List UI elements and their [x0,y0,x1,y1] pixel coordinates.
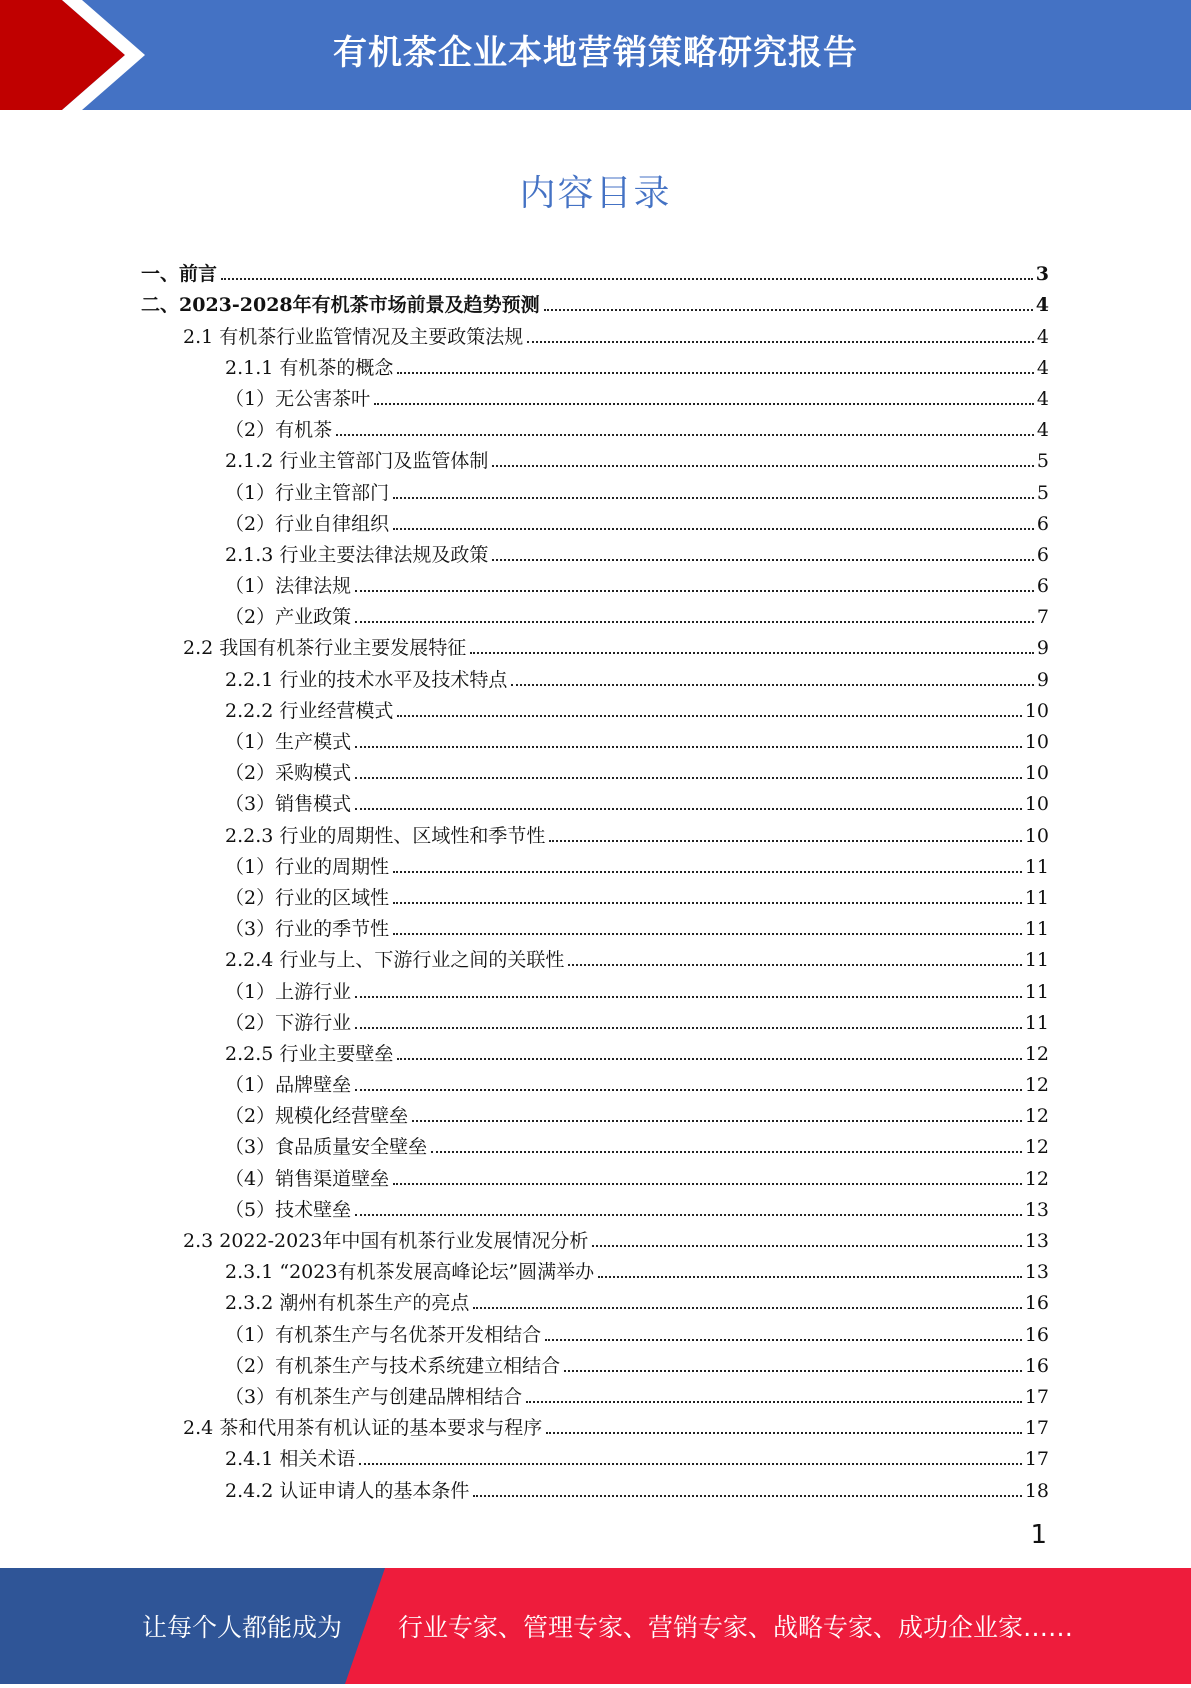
toc-entry-label: （1）品牌壁垒 [225,1074,352,1097]
toc-entry-page: 13 [1024,1261,1049,1284]
toc-entry-label: （3）销售模式 [225,793,352,816]
toc-entry-label: 2.2.3 行业的周期性、区域性和季节性 [225,824,546,847]
toc-entry[interactable] [141,1377,1049,1408]
toc-dot-leader [221,278,1033,280]
toc-entry[interactable] [141,441,1049,472]
toc-entry-page: 6 [1036,543,1049,566]
toc-dot-leader [549,840,1021,842]
toc-entry[interactable] [141,1003,1049,1034]
toc-entry[interactable] [141,1439,1049,1470]
toc-entry-page: 12 [1024,1074,1049,1097]
toc-entry[interactable] [141,504,1049,535]
toc-entry-label: 2.4.1 相关术语 [225,1448,356,1471]
toc-entry-page: 10 [1024,793,1049,816]
toc-dot-leader [355,621,1034,623]
toc-entry[interactable] [141,410,1049,441]
footer-slogan-right: 行业专家、管理专家、营销专家、战略专家、成功企业家…… [398,1613,1074,1642]
toc-dot-leader [397,715,1021,717]
toc-dot-leader [355,777,1022,779]
toc-entry[interactable] [141,379,1049,410]
toc-entry-label: 一、前言 [141,263,218,286]
toc-dot-leader [393,497,1034,499]
toc-dot-leader [473,1495,1021,1497]
toc-dot-leader [527,341,1034,343]
toc-entry[interactable] [141,815,1049,846]
toc-entry-page: 9 [1036,637,1049,660]
toc-entry-label: （1）法律法规 [225,575,352,598]
toc-entry-label: （2）规模化经营壁垒 [225,1105,409,1128]
toc-entry[interactable] [141,1065,1049,1096]
toc-dot-leader [492,559,1034,561]
toc-dot-leader [492,465,1034,467]
toc-entry-label: 2.2.4 行业与上、下游行业之间的关联性 [225,949,565,972]
toc-dot-leader [545,1339,1022,1341]
toc-entry-page: 12 [1024,1136,1049,1159]
toc-entry-page: 11 [1024,886,1049,909]
toc-dot-leader [526,1401,1022,1403]
toc-entry-label: （2）产业政策 [225,606,352,629]
toc-dot-leader [397,372,1034,374]
toc-dot-leader [564,1370,1022,1372]
toc-entry-label: （1）生产模式 [225,731,352,753]
toc-entry-page: 4 [1036,419,1049,442]
toc-entry-page: 17 [1024,1417,1049,1440]
toc-entry-page: 10 [1024,699,1049,722]
toc-entry-label: （2）采购模式 [225,762,352,785]
toc-entry[interactable] [141,472,1049,503]
toc-entry[interactable] [141,628,1049,659]
toc-entry[interactable] [141,535,1049,566]
toc-entry[interactable] [141,1408,1049,1439]
toc-entry-page: 17 [1024,1385,1049,1408]
toc-entry-page: 4 [1035,294,1049,317]
table-of-contents [141,254,1049,1502]
toc-entry[interactable] [141,1346,1049,1377]
toc-dot-leader [393,1183,1022,1185]
toc-entry-page: 6 [1036,575,1049,598]
toc-entry-label: 2.4 茶和代用茶有机认证的基本要求与程序 [183,1417,543,1440]
toc-entry-page: 7 [1036,606,1049,629]
toc-entry-label: 2.1.2 行业主管部门及监管体制 [225,450,489,473]
toc-entry[interactable] [141,1190,1049,1221]
toc-entry-page: 16 [1024,1323,1049,1346]
toc-entry[interactable] [141,1314,1049,1345]
toc-entry[interactable] [141,1096,1049,1127]
toc-entry-page: 11 [1024,980,1049,1003]
toc-entry-label: （2）有机茶生产与技术系统建立相结合 [225,1354,561,1377]
toc-entry[interactable] [141,597,1049,628]
footer-slogan-left: 让每个人都能成为 [142,1613,343,1642]
toc-entry-page: 4 [1036,356,1049,379]
toc-entry-label: 二、2023-2028年有机茶市场前景及趋势预测 [141,294,540,317]
toc-entry[interactable] [141,1127,1049,1158]
toc-entry-page: 13 [1024,1198,1049,1221]
toc-dot-leader [397,1058,1021,1060]
toc-entry-label: （1）行业的周期性 [225,855,390,878]
toc-entry-page: 18 [1024,1479,1049,1502]
toc-entry-page: 16 [1024,1292,1049,1315]
toc-dot-leader [393,933,1022,935]
toc-dot-leader [470,652,1034,654]
toc-dot-leader [355,746,1022,748]
toc-heading: 内容目录 [519,173,672,214]
toc-entry-label: （2）有机茶 [225,419,333,442]
toc-entry-label: 2.2.1 行业的技术水平及技术特点 [225,668,508,691]
toc-entry-page: 10 [1024,762,1049,785]
toc-entry-label: （5）技术壁垒 [225,1198,352,1221]
toc-entry-page: 5 [1036,450,1049,473]
toc-entry[interactable] [141,1470,1049,1501]
toc-dot-leader [393,871,1022,873]
toc-entry-label: （1）有机茶生产与名优茶开发相结合 [225,1323,542,1346]
toc-entry[interactable] [141,1034,1049,1065]
toc-entry[interactable] [141,1283,1049,1314]
toc-entry[interactable] [141,878,1049,909]
toc-entry-page: 6 [1036,512,1049,535]
toc-entry-page: 3 [1035,263,1049,286]
toc-entry-page: 10 [1024,824,1049,847]
toc-entry-page: 17 [1024,1448,1049,1471]
toc-dot-leader [431,1151,1022,1153]
toc-entry-label: （2）下游行业 [225,1011,352,1034]
toc-entry-page: 13 [1024,1230,1049,1252]
toc-entry-label: 2.2 我国有机茶行业主要发展特征 [183,637,467,660]
toc-dot-leader [544,309,1033,311]
toc-entry-label: （2）行业的区域性 [225,886,390,909]
toc-entry-label: （3）有机茶生产与创建品牌相结合 [225,1385,523,1408]
toc-entry[interactable] [141,909,1049,940]
toc-entry-label: 2.3 2022-2023年中国有机茶行业发展情况分析 [183,1230,589,1252]
toc-entry-page: 4 [1036,325,1049,348]
toc-entry-page: 12 [1024,1167,1049,1190]
toc-entry-page: 12 [1024,1042,1049,1065]
toc-dot-leader [355,1214,1022,1216]
toc-dot-leader [546,1432,1022,1434]
header-banner [0,0,1191,110]
toc-entry-label: 2.4.2 认证申请人的基本条件 [225,1479,470,1502]
toc-dot-leader [374,403,1034,405]
toc-entry-label: 2.1 有机茶行业监管情况及主要政策法规 [183,325,524,348]
toc-dot-leader [393,902,1022,904]
toc-entry-label: 2.3.1 “2023有机茶发展高峰论坛”圆满举办 [225,1261,595,1284]
toc-entry-label: （2）行业自律组织 [225,512,390,535]
toc-entry-page: 11 [1024,855,1049,878]
toc-entry-label: 2.1.3 行业主要法律法规及政策 [225,543,489,566]
toc-dot-leader [568,964,1021,966]
toc-dot-leader [592,1245,1021,1247]
toc-entry[interactable] [141,691,1049,722]
toc-entry-label: （4）销售渠道壁垒 [225,1167,390,1190]
toc-dot-leader [393,528,1034,530]
toc-entry-label: 2.2.5 行业主要壁垒 [225,1042,394,1065]
toc-dot-leader [511,684,1034,686]
toc-dot-leader [412,1120,1022,1122]
toc-dot-leader [598,1276,1022,1278]
toc-entry-label: （1）行业主管部门 [225,481,390,504]
toc-entry-label: 2.2.2 行业经营模式 [225,699,394,722]
toc-entry[interactable] [141,971,1049,1002]
toc-entry-page: 10 [1024,731,1049,753]
toc-entry[interactable] [141,285,1049,316]
toc-entry[interactable] [141,254,1049,285]
toc-entry-page: 12 [1024,1105,1049,1128]
toc-entry-page: 16 [1024,1354,1049,1377]
toc-entry-label: （1）上游行业 [225,980,352,1003]
toc-entry[interactable] [141,722,1049,753]
toc-entry[interactable] [141,753,1049,784]
toc-dot-leader [359,1463,1021,1465]
toc-entry[interactable] [141,348,1049,379]
toc-entry-label: 2.3.2 潮州有机茶生产的亮点 [225,1292,470,1315]
toc-entry-page: 5 [1036,481,1049,504]
toc-dot-leader [473,1307,1021,1309]
toc-dot-leader [355,590,1034,592]
toc-entry[interactable] [141,1158,1049,1189]
toc-dot-leader [355,996,1022,998]
toc-dot-leader [355,1089,1022,1091]
report-title: 有机茶企业本地营销策略研究报告 [333,33,858,73]
toc-entry[interactable] [141,940,1049,971]
toc-entry[interactable] [141,1221,1049,1252]
toc-entry-label: （3）行业的季节性 [225,918,390,941]
toc-entry-page: 9 [1036,668,1049,691]
toc-entry[interactable] [141,566,1049,597]
toc-entry[interactable] [141,847,1049,878]
toc-entry-page: 4 [1036,387,1049,410]
toc-entry[interactable] [141,1252,1049,1283]
toc-entry[interactable] [141,316,1049,347]
toc-entry[interactable] [141,784,1049,815]
toc-entry-page: 11 [1024,918,1049,941]
toc-dot-leader [355,1027,1022,1029]
toc-dot-leader [355,808,1022,810]
toc-entry-label: 2.1.1 有机茶的概念 [225,356,394,379]
page-number: 1 [1030,1520,1047,1550]
footer-banner [0,1568,1191,1684]
toc-entry-page: 11 [1024,949,1049,972]
toc-entry-page: 11 [1024,1011,1049,1034]
toc-entry-label: （1）无公害茶叶 [225,387,371,410]
toc-entry[interactable] [141,659,1049,690]
toc-dot-leader [336,434,1034,436]
toc-entry-label: （3）食品质量安全壁垒 [225,1136,428,1159]
